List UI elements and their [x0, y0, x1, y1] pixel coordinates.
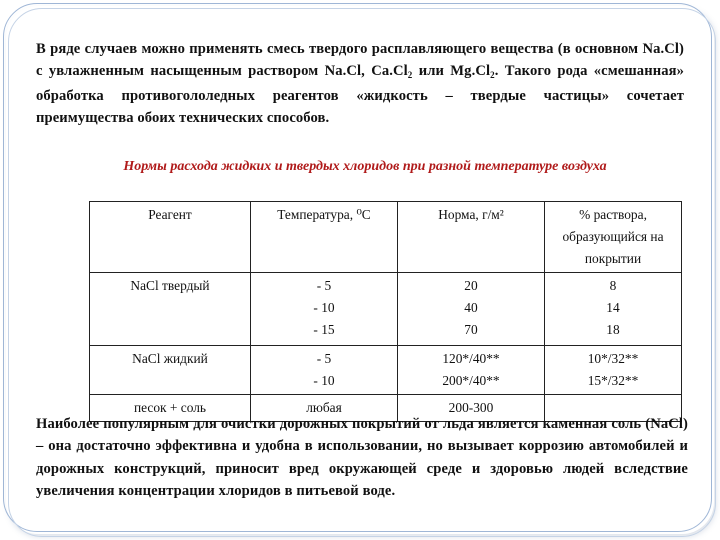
- cell-value: 70: [464, 322, 478, 337]
- outro-paragraph: Наиболее популярным для очистки дорожных покрытий от льда является каменная соль (NaCl) – она достаточно эффективна и удобна в использовании, но вызывает коррозию автомобилей и дорожных конструкций, приносит вред окружающей среде и здоровью людей вследствие увеличения концентрации хлоридов в питьевой воде.: [36, 416, 688, 499]
- cell-value: - 5: [316, 278, 332, 293]
- cell-reagent: NaCl твердый: [90, 273, 251, 346]
- table-row: [90, 346, 682, 395]
- cell-value: - 10: [313, 300, 335, 315]
- cell-temperature: [251, 273, 398, 346]
- norms-table: [89, 201, 682, 422]
- cell-value: - 15: [313, 322, 335, 337]
- intro-subscript-2: 2: [490, 69, 495, 80]
- header-percent-line: покрытии: [584, 251, 642, 266]
- cell-value: 15*/32**: [587, 373, 639, 388]
- header-reagent: Реагент: [90, 202, 251, 273]
- cell-value: 120*/40**: [442, 351, 500, 366]
- table-header-row: [90, 202, 682, 273]
- cell-value: 20: [464, 278, 478, 293]
- cell-temperature: любая: [251, 395, 398, 422]
- header-percent: [545, 202, 682, 273]
- cell-temperature: [251, 346, 398, 395]
- header-percent-line: % раствора,: [579, 207, 647, 222]
- header-temperature: Температура, ⁰С: [251, 202, 398, 273]
- intro-paragraph: [36, 39, 684, 129]
- intro-text-1: В ряде случаев можно применять смесь твердого расплавляющего вещества (в основном Na.Cl) с увлажненным насыщенным раствором Na.Cl, Ca.Cl: [36, 41, 684, 79]
- intro-subscript-1: 2: [407, 69, 413, 80]
- cell-reagent: NaCl жидкий: [90, 346, 251, 395]
- cell-percent: [545, 346, 682, 395]
- cell-reagent: песок + соль: [90, 395, 251, 422]
- cell-value: 18: [606, 322, 620, 337]
- cell-value: 200*/40**: [442, 373, 500, 388]
- cell-value: - 5: [316, 351, 332, 366]
- header-percent-line: образующийся на: [562, 229, 664, 244]
- cell-value: 8: [609, 278, 617, 293]
- table-row: [90, 273, 682, 346]
- cell-norm: 200-300: [398, 395, 545, 422]
- cell-norm: [398, 273, 545, 346]
- table-title: Нормы расхода жидких и твердых хлоридов при разной температуре воздуха: [123, 159, 607, 174]
- intro-text-2: или Mg.Cl: [412, 62, 491, 79]
- cell-value: 14: [606, 300, 620, 315]
- intro-text-3: . Такого рода «смешанная» обработка противогололедных реагентов «жидкость – твердые частицы» сочетает преимущества обоих технических способов.: [36, 62, 684, 126]
- cell-value: - 10: [313, 373, 335, 388]
- cell-percent: [545, 273, 682, 346]
- header-norm: Норма, г/м²: [398, 202, 545, 273]
- cell-norm: [398, 346, 545, 395]
- cell-value: 10*/32**: [587, 351, 639, 366]
- cell-value: 40: [464, 300, 478, 315]
